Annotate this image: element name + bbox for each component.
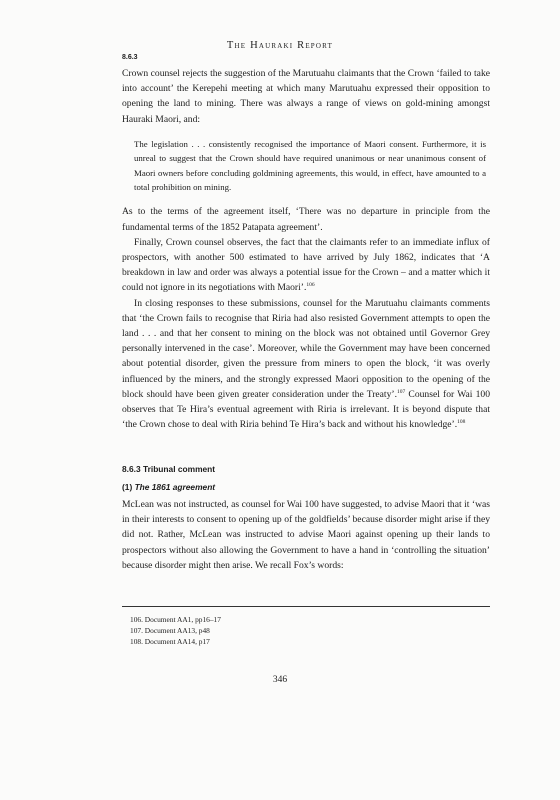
subsection-number: (1) bbox=[122, 481, 135, 492]
footnote-ref-107[interactable]: 107 bbox=[397, 388, 406, 395]
footnote-108: 108. Document AA14, p17 bbox=[130, 637, 210, 647]
paragraph-2: As to the terms of the agreement itself, ‘There was no departure in principle from the fundamental terms of the 1852 Patapata agreement’. bbox=[122, 206, 490, 233]
section-heading: 8.6.3 Tribunal comment bbox=[122, 464, 216, 475]
block-quote bbox=[134, 137, 490, 195]
footnotes bbox=[130, 614, 490, 648]
paragraph-4-text-a: In closing responses to these submissions, counsel for the Marutuahu claimants comments that ‘the Crown fails to recognise that Riria had also resisted Government attempts to open the land . . . and that her consent to mining on the block was not obtained until Governor Grey personally intervened in the case’. Moreover, while the Government may have been concerned about potential disorder, given the pressure from miners to open the block, ‘it was overly influenced by the miners, and the strongly expressed Maori opposition to the opening of the block should have been given greater consideration under the Treaty’. bbox=[122, 297, 490, 400]
footnote-106: 106. Document AA1, pp16–17 bbox=[130, 615, 221, 624]
paragraph-3 bbox=[122, 235, 490, 296]
section-reference: 8.6.3 bbox=[122, 54, 138, 61]
paragraph-5: McLean was not instructed, as counsel for Wai 100 have suggested, to advise Maori that it ‘was in their interests to consent to opening up of the goldfields’ because disorder might arise if they did not. Rather, McLean was instructed to advise Maori against opening up their lands to prospectors without also allowing the Government to have a hand in ‘controlling the situation’ because disorder might then arise. We recall Fox’s words: bbox=[122, 498, 490, 571]
footnote-ref-108[interactable]: 108 bbox=[457, 419, 466, 426]
running-head: The Hauraki Report bbox=[226, 40, 334, 51]
paragraph-3-text: Finally, Crown counsel observes, the fact that the claimants refer to an immediate influx of prospectors, with another 500 estimated to have arrived by July 1862, indicates that ‘A breakdown in law and order was always a potential issue for the Crown – and a matter which it could not ignore in its negotiations with Maori’. bbox=[122, 236, 490, 294]
paragraph-4-text-b: Counsel for Wai 100 observes that Te Hira’s eventual agreement with Riria is irrelevant. It is beyond dispute that ‘the Crown chose to deal with Riria behind Te Hira’s back and without his knowledge’. bbox=[122, 388, 491, 431]
page-number: 346 bbox=[272, 675, 288, 685]
footnote-ref-106[interactable]: 106 bbox=[306, 282, 315, 289]
subsection-title: The 1861 agreement bbox=[134, 481, 216, 492]
quote-text: The legislation . . . consistently recognised the importance of Maori consent. Furthermore, it is unreal to suggest that the Crown should have required unanimous or near unanimous consent of Maori owners before concluding goldmining agreements, this would, in effect, have amounted to a total prohibition on mining. bbox=[134, 138, 486, 193]
footnote-107: 107. Document AA13, p48 bbox=[130, 626, 210, 636]
subsection-heading bbox=[122, 480, 490, 495]
body-text bbox=[122, 66, 490, 573]
paragraph-4 bbox=[122, 296, 490, 433]
paragraph-1: Crown counsel rejects the suggestion of the Marutuahu claimants that the Crown ‘failed to take into account’ the Kerepehi meeting at which many Marutuahu expressed their opposition to opening the land to mining. There was always a range of views on gold-mining amongst Hauraki Maori, and: bbox=[122, 68, 490, 125]
footnote-divider bbox=[122, 606, 490, 607]
